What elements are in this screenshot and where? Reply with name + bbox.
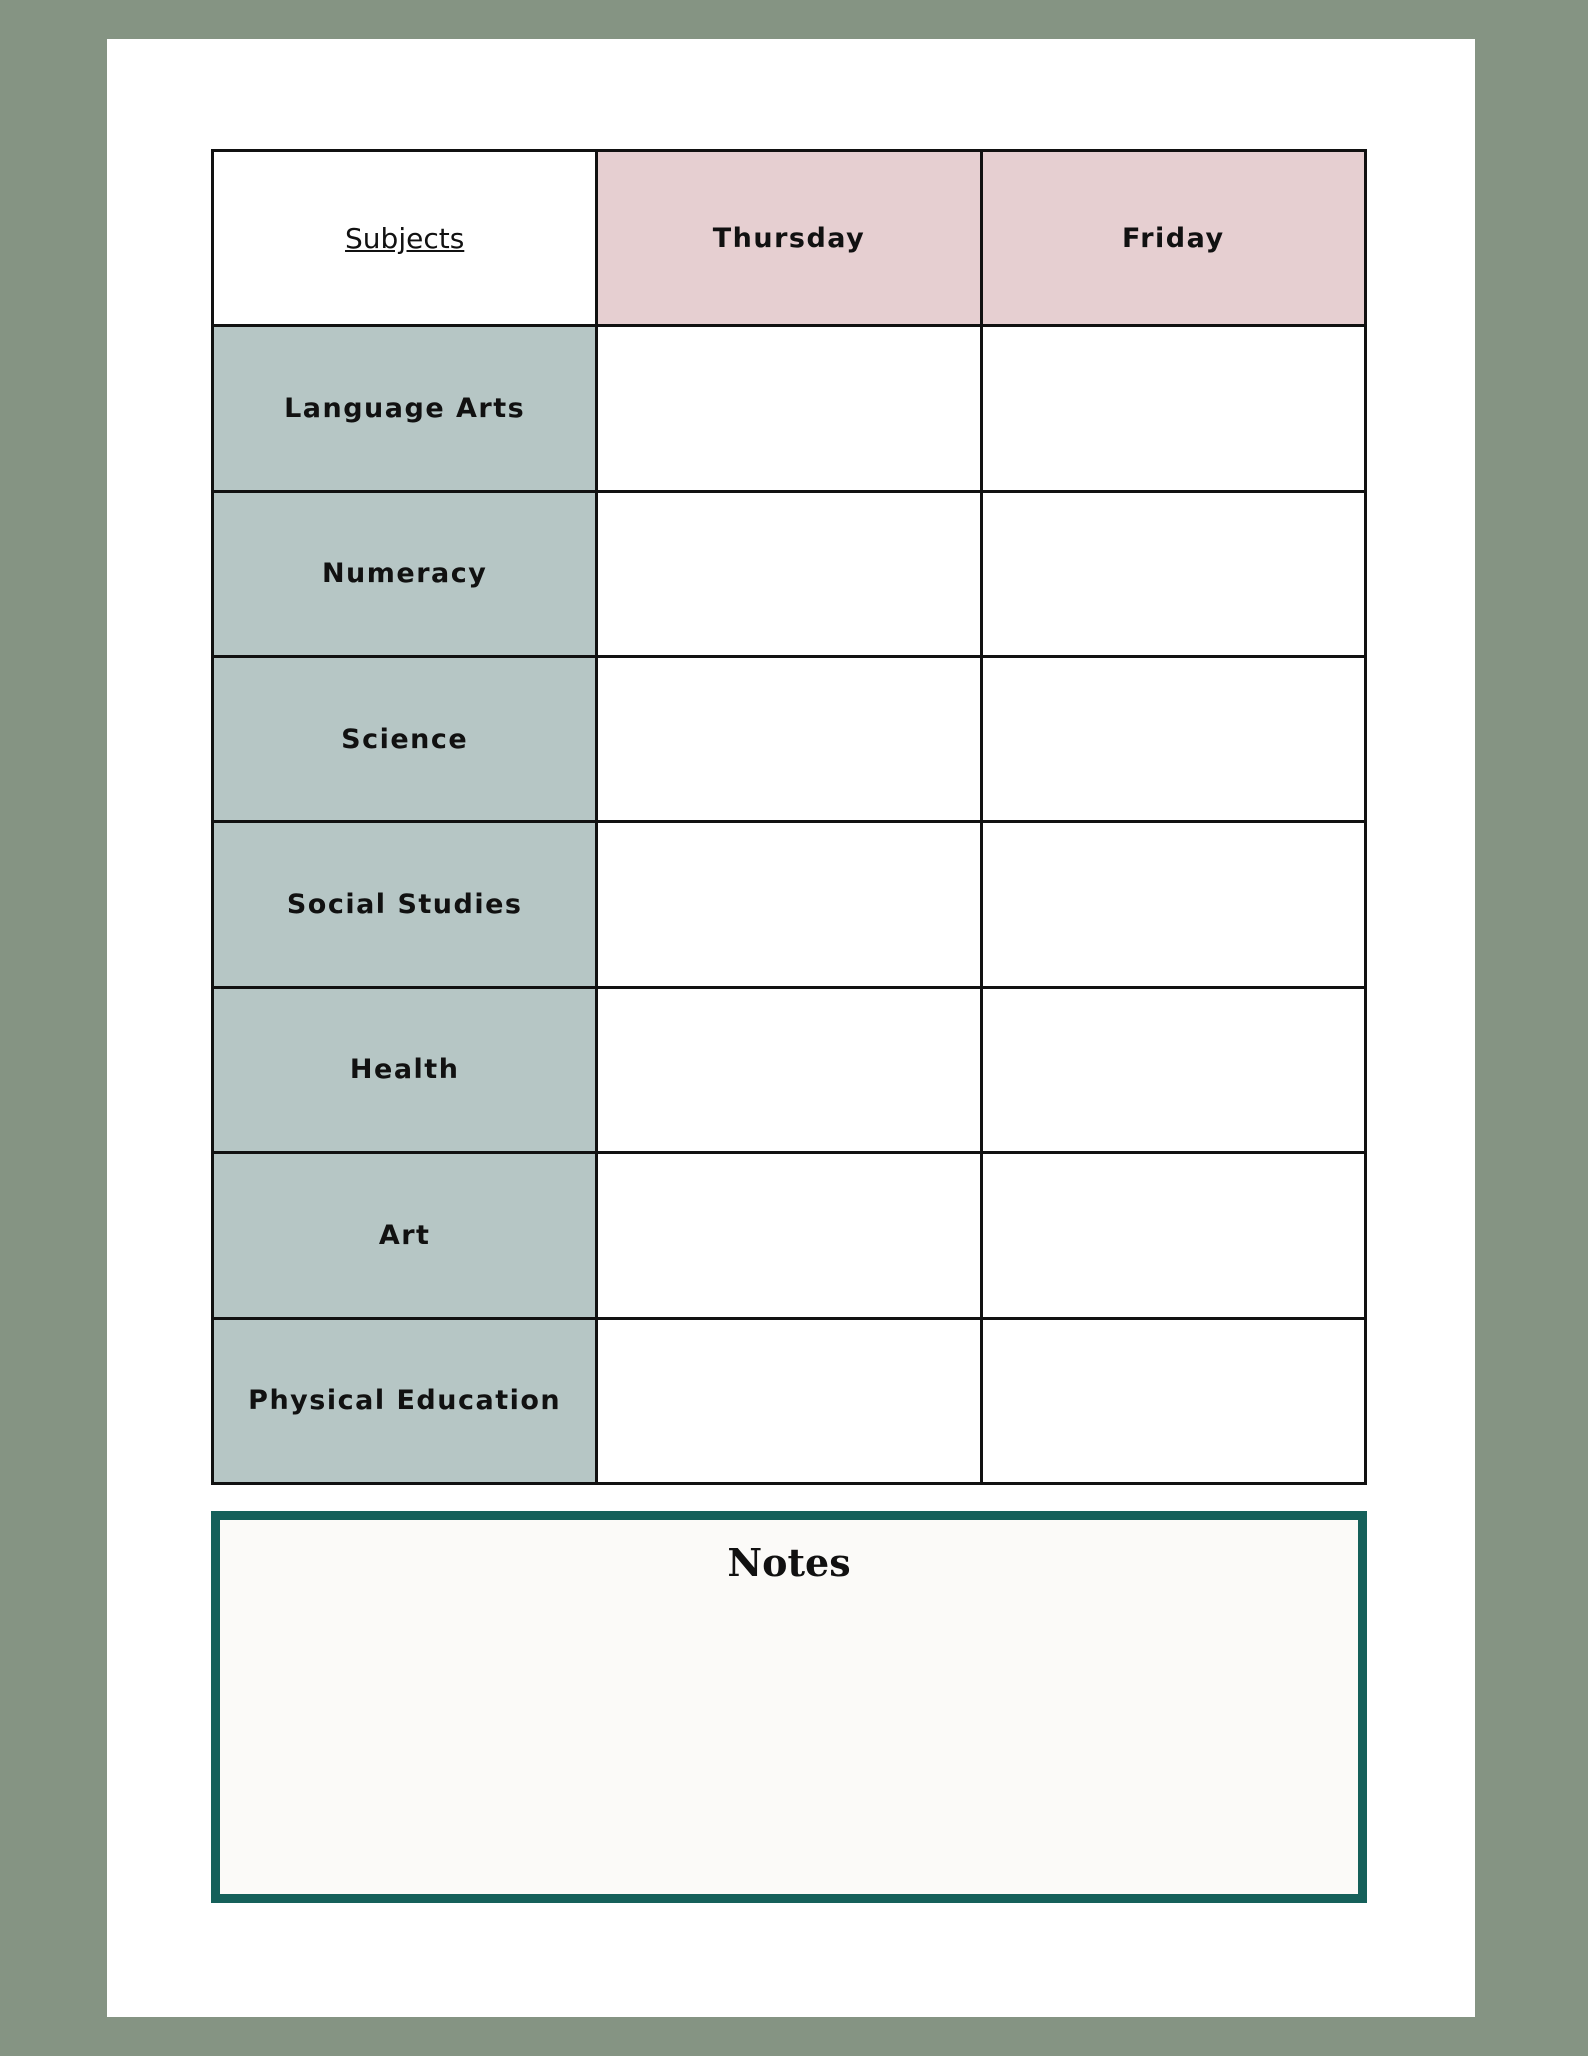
friday-entry-cell[interactable] <box>981 987 1365 1152</box>
table-row <box>213 1153 1366 1318</box>
friday-entry-cell[interactable] <box>981 326 1365 491</box>
subject-label: Health <box>213 987 597 1152</box>
subject-label: Social Studies <box>213 822 597 987</box>
friday-entry-cell[interactable] <box>981 491 1365 656</box>
notes-box[interactable] <box>211 1511 1367 1903</box>
subject-schedule-table <box>211 149 1367 1485</box>
table-row <box>213 491 1366 656</box>
thursday-entry-cell[interactable] <box>597 656 981 821</box>
table-row <box>213 656 1366 821</box>
table-row <box>213 987 1366 1152</box>
subject-label: Art <box>213 1153 597 1318</box>
subject-label: Science <box>213 656 597 821</box>
subject-label: Language Arts <box>213 326 597 491</box>
friday-entry-cell[interactable] <box>981 1153 1365 1318</box>
subjects-header: Subjects <box>213 151 597 326</box>
planner-page <box>107 39 1475 2017</box>
subject-label: Numeracy <box>213 491 597 656</box>
notes-title: Notes <box>727 1540 851 1585</box>
friday-entry-cell[interactable] <box>981 656 1365 821</box>
subject-label: Physical Education <box>213 1318 597 1483</box>
thursday-entry-cell[interactable] <box>597 491 981 656</box>
friday-entry-cell[interactable] <box>981 1318 1365 1483</box>
table-row <box>213 1318 1366 1483</box>
table-row <box>213 822 1366 987</box>
thursday-entry-cell[interactable] <box>597 1318 981 1483</box>
thursday-entry-cell[interactable] <box>597 326 981 491</box>
friday-entry-cell[interactable] <box>981 822 1365 987</box>
thursday-entry-cell[interactable] <box>597 822 981 987</box>
thursday-entry-cell[interactable] <box>597 1153 981 1318</box>
table-header-row <box>213 151 1366 326</box>
day-header-thursday: Thursday <box>597 151 981 326</box>
day-header-friday: Friday <box>981 151 1365 326</box>
table-row <box>213 326 1366 491</box>
thursday-entry-cell[interactable] <box>597 987 981 1152</box>
